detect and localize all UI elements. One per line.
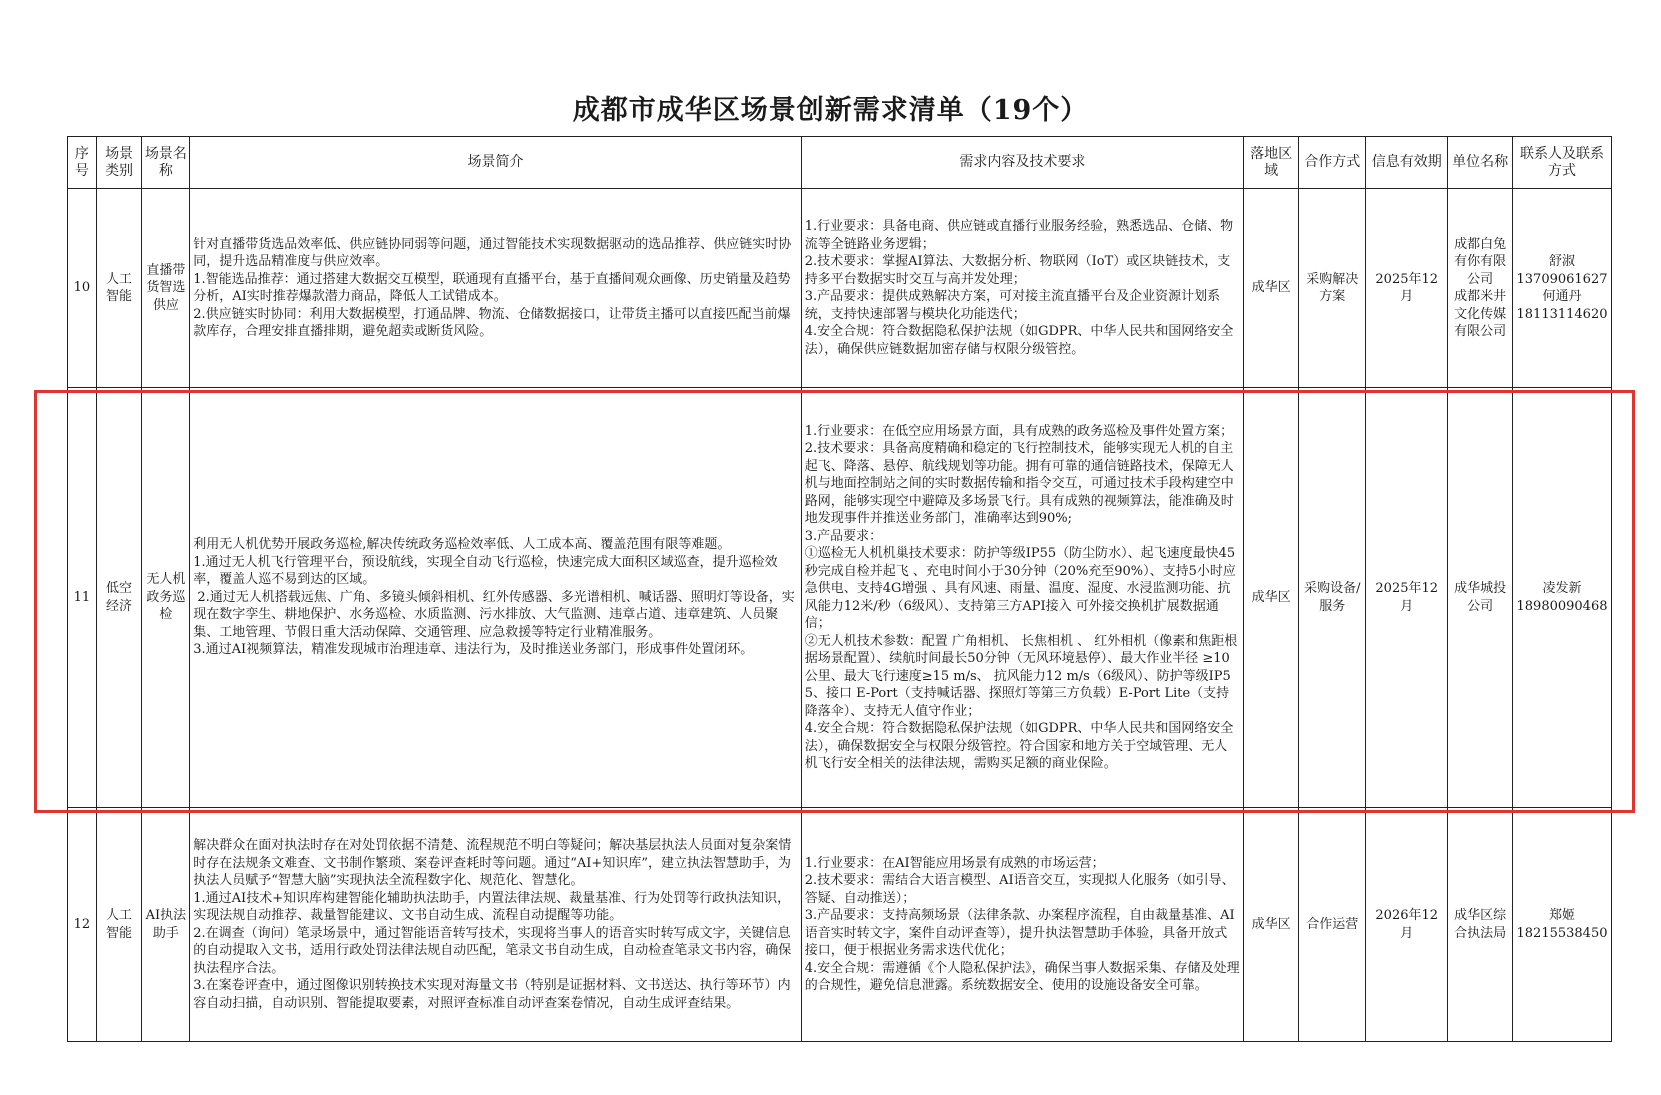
header-intro: 场景简介	[190, 137, 801, 189]
row-intro: 针对直播带货选品效率低、供应链协同弱等问题，通过智能技术实现数据驱动的选品推荐、供应链实时协同，提升选品精准度与供应效率。 1.智能选品推荐：通过搭建大数据交互模型，联通现有直播平台，基于直播间观众画像、历史销量及趋势分析，AI实时推荐爆款潜力商品，降低人工试错成本。 2.供应链实时协同：利用大数据模型，打通品牌、物流、仓储数据接口，让带货主播可以直接匹配当前爆款库存，合理安排直播排期，避免超卖或断货风险。	[190, 189, 801, 388]
demand-table	[67, 136, 1612, 1042]
table-row	[68, 808, 1612, 1042]
header-coop: 合作方式	[1299, 137, 1366, 189]
header-row	[68, 137, 1612, 189]
row-category: 人工智能	[96, 189, 142, 388]
header-category: 场景类别	[96, 137, 142, 189]
row-name: AI执法助手	[142, 808, 190, 1042]
header-requirements: 需求内容及技术要求	[801, 137, 1243, 189]
row-area: 成华区	[1244, 808, 1299, 1042]
row-requirements: 1.行业要求：具备电商、供应链或直播行业服务经验，熟悉选品、仓储、物流等全链路业务逻辑； 2.技术要求：掌握AI算法、大数据分析、物联网（IoT）或区块链技术，支持多平台数据实时交互与高并发处理； 3.产品要求：提供成熟解决方案，可对接主流直播平台及企业资源计划系统，支持快速部署与模块化功能迭代； 4.安全合规：符合数据隐私保护法规（如GDPR、中华人民共和国网络安全法），确保供应链数据加密存储与权限分级管控。	[801, 189, 1243, 388]
row-seq: 12	[68, 808, 97, 1042]
row-intro: 利用无人机优势开展政务巡检,解决传统政务巡检效率低、人工成本高、覆盖范围有限等难题。 1.通过无人机飞行管理平台，预设航线，实现全自动飞行巡检，快速完成大面积区域巡查，提升巡检效率，覆盖人巡不易到达的区域。 2.通过无人机搭载远焦、广角、多镜头倾斜相机、红外传感器、多光谱相机、喊话器、照明灯等设备，实现在数字孪生、耕地保护、水务巡检、水质监测、污水排放、大气监测、违章占道、违章建筑、人员聚集、工地管理、节假日重大活动保障、交通管理、应急救援等特定行业精准服务。 3.通过AI视频算法，精准发现城市治理违章、违法行为，及时推送业务部门，形成事件处置闭环。	[190, 388, 801, 808]
row-unit: 成都白兔有你有限公司 成都米井文化传媒有限公司	[1448, 189, 1513, 388]
row-requirements: 1.行业要求：在AI智能应用场景有成熟的市场运营； 2.技术要求：需结合大语言模型、AI语音交互，实现拟人化服务（如引导、答疑、自动推送）； 3.产品要求：支持高频场景（法律条款、办案程序流程，自由裁量基准、AI语音实时转文字，案件自动评查等），提升执法智慧助手体验，具备开放式接口，便于根据业务需求迭代优化； 4.安全合规：需遵循《个人隐私保护法》，确保当事人数据采集、存储及处理的合规性，避免信息泄露。系统数据安全、使用的设施设备安全可靠。	[801, 808, 1243, 1042]
row-intro: 解决群众在面对执法时存在对处罚依据不清楚、流程规范不明白等疑问；解决基层执法人员面对复杂案情时存在法规条文难查、文书制作繁琐、案卷评查耗时等问题。通过“AI+知识库”，建立执法智慧助手，为执法人员赋予“智慧大脑”实现执法全流程数字化、规范化、智慧化。 1.通过AI技术+知识库构建智能化辅助执法助手，内置法律法规、裁量基准、行为处罚等行政执法知识，实现法规自动推荐、裁量智能建议、文书自动生成、流程自动提醒等功能。 2.在调查（询问）笔录场景中，通过智能语音转写技术，实现将当事人的语音实时转写成文字，关键信息的自动提取入文书，适用行政处罚法律法规自动匹配，笔录文书自动生成，自动检查笔录文书内容，确保执法程序合法。 3.在案卷评查中，通过图像识别转换技术实现对海量文书（特别是证据材料、文书送达、执行等环节）内容自动扫描，自动识别、智能提取要素，对照评查标准自动评查案卷情况，自动生成评查结果。	[190, 808, 801, 1042]
row-unit: 成华区综合执法局	[1448, 808, 1513, 1042]
row-contact: 舒淑 13709061627 何通丹 18113114620	[1513, 189, 1612, 388]
row-area: 成华区	[1244, 189, 1299, 388]
row-category: 低空经济	[96, 388, 142, 808]
row-seq: 11	[68, 388, 97, 808]
row-category: 人工智能	[96, 808, 142, 1042]
header-name: 场景名称	[142, 137, 190, 189]
header-area: 落地区域	[1244, 137, 1299, 189]
row-coop: 采购设备/服务	[1299, 388, 1366, 808]
row-validity: 2025年12月	[1366, 189, 1448, 388]
header-validity: 信息有效期	[1366, 137, 1448, 189]
table-row	[68, 189, 1612, 388]
row-coop: 采购解决方案	[1299, 189, 1366, 388]
row-seq: 10	[68, 189, 97, 388]
row-requirements: 1.行业要求：在低空应用场景方面，具有成熟的政务巡检及事件处置方案； 2.技术要求：具备高度精确和稳定的飞行控制技术，能够实现无人机的自主起飞、降落、悬停、航线规划等功能。拥有可靠的通信链路技术，保障无人机与地面控制站之间的实时数据传输和指令交互，可通过技术手段构建空中路网，能够实现空中避障及多场景飞行。具有成熟的视频算法，能准确及时地发现事件并推送业务部门，准确率达到90%; 3.产品要求： ①巡检无人机机巢技术要求：防护等级IP55（防尘防水）、起飞速度最快45秒完成自检并起飞 、充电时间小于30分钟（20%充至90%）、支持5小时应急供电、支持4G增强 、具有风速、雨量、温度、湿度、水浸监测功能、抗风能力12米/秒（6级风）、支持第三方API接入 可外接交换机扩展数据通信； ②无人机技术参数：配置 广角相机、 长焦相机 、 红外相机（像素和焦距根据场景配置）、续航时间最长50分钟（无风环境悬停）、最大作业半径 ≥10公里、最大飞行速度≥15 m/s、 抗风能力12 m/s（6级风）、防护等级IP55、接口 E-Port（支持喊话器、探照灯等第三方负载）E-Port Lite（支持降落伞）、支持无人值守作业； 4.安全合规：符合数据隐私保护法规（如GDPR、中华人民共和国网络安全法），确保数据安全与权限分级管控。符合国家和地方关于空域管理、无人机飞行安全相关的法律法规，需购买足额的商业保险。	[801, 388, 1243, 808]
row-name: 直播带货智选供应	[142, 189, 190, 388]
row-unit: 成华城投公司	[1448, 388, 1513, 808]
page-title: 成都市成华区场景创新需求清单（19个）	[572, 95, 1089, 126]
row-validity: 2025年12月	[1366, 388, 1448, 808]
row-contact: 凌发新 18980090468	[1513, 388, 1612, 808]
row-contact: 郑姬 18215538450	[1513, 808, 1612, 1042]
header-contact: 联系人及联系方式	[1513, 137, 1612, 189]
header-seq: 序号	[68, 137, 97, 189]
row-area: 成华区	[1244, 388, 1299, 808]
table-row	[68, 388, 1612, 808]
header-unit: 单位名称	[1448, 137, 1513, 189]
row-coop: 合作运营	[1299, 808, 1366, 1042]
row-validity: 2026年12月	[1366, 808, 1448, 1042]
row-name: 无人机政务巡检	[142, 388, 190, 808]
